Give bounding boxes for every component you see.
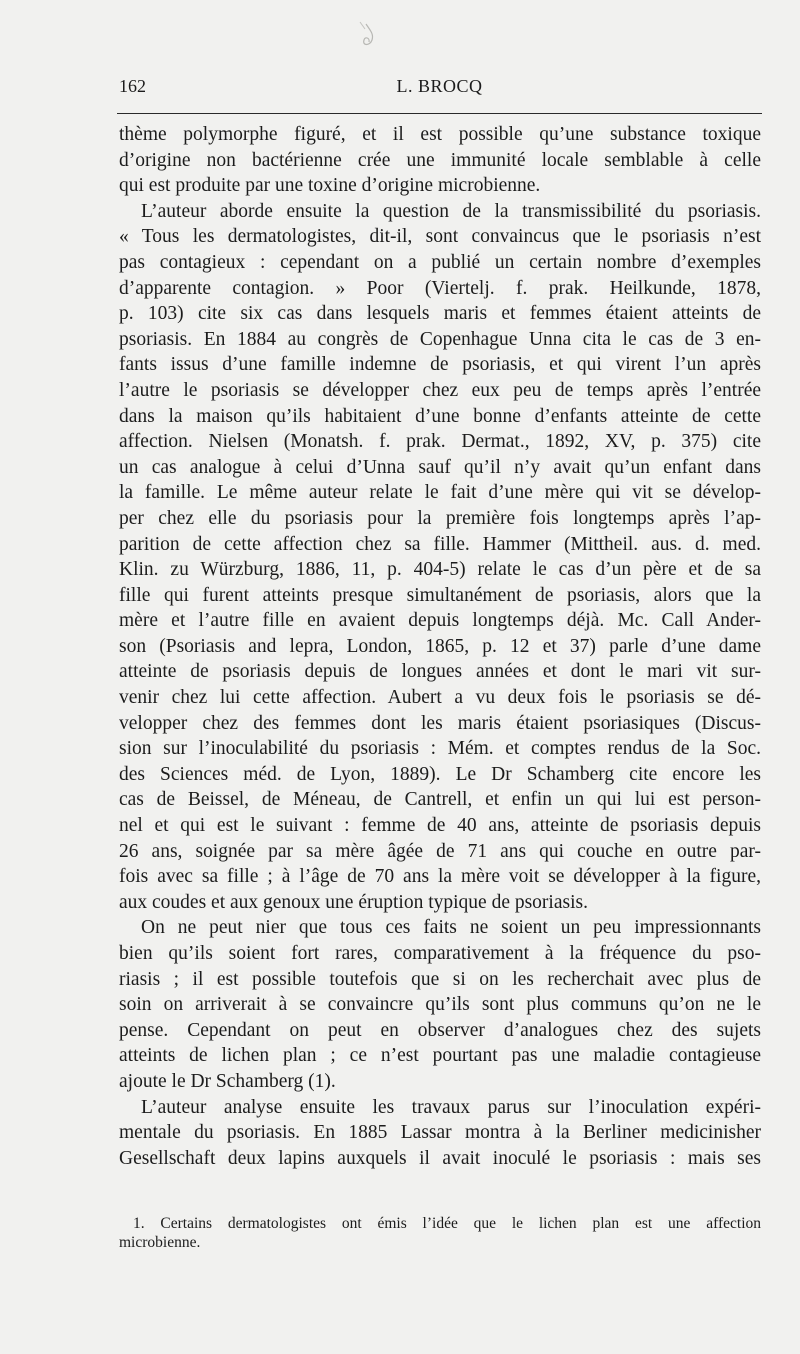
text-line: atteinte de psoriasis depuis de longues années et dont le mari vit sur- bbox=[119, 661, 761, 683]
text-line: mère et l’autre fille en avaient depuis longtemps déjà. Mc. Call Ander- bbox=[119, 610, 761, 632]
text-line: mentale du psoriasis. En 1885 Lassar montra à la Berliner medicinisher bbox=[119, 1122, 761, 1144]
text-line: per chez elle du psoriasis pour la première fois longtemps après l’ap- bbox=[119, 507, 761, 529]
text-line: psoriasis. En 1884 au congrès de Copenhague Unna cita le cas de 3 en- bbox=[119, 328, 761, 350]
text-line: d’origine non bactérienne crée une immunité locale semblable à celle bbox=[119, 149, 761, 171]
text-line: atteints de lichen plan ; ce n’est pourtant pas une maladie contagieuse bbox=[119, 1045, 761, 1067]
text-line: cas de Beissel, de Méneau, de Cantrell, et enfin un qui lui est person- bbox=[119, 789, 761, 811]
text-line: d’apparente contagion. » Poor (Viertelj. f. prak. Heilkunde, 1878, bbox=[119, 277, 761, 299]
text-line: bien qu’ils soient fort rares, comparativement à la fréquence du pso- bbox=[119, 943, 761, 964]
page-header bbox=[117, 74, 762, 106]
text-line: sion sur l’inoculabilité du psoriasis : Mém. et comptes rendus de la Soc. bbox=[119, 738, 761, 760]
text-line: L’auteur analyse ensuite les travaux parus sur l’inoculation expéri- bbox=[141, 1096, 761, 1118]
text-line: Klin. zu Würzburg, 1886, 11, p. 404-5) relate le cas d’un père et de sa bbox=[119, 559, 761, 581]
body-text bbox=[119, 122, 761, 1171]
text-line: p. 103) cite six cas dans lesquels maris et femmes étaient atteints de bbox=[119, 303, 761, 325]
text-line: riasis ; il est possible toutefois que si on les recherchait avec plus de bbox=[119, 968, 761, 990]
text-line: affection. Nielsen (Monatsh. f. prak. Dermat., 1892, XV, p. 375) cite bbox=[119, 431, 761, 453]
printer-mark-icon bbox=[352, 20, 382, 52]
text-line: 26 ans, soignée par sa mère âgée de 71 ans qui couche en outre par- bbox=[119, 840, 761, 862]
text-line: qui est produite par une toxine d’origine microbienne. bbox=[119, 175, 541, 197]
text-line: dans la maison qu’ils habitaient d’une bonne d’enfants atteinte de cette bbox=[119, 405, 761, 427]
footnote bbox=[119, 1215, 761, 1252]
footnote-line: 1. Certains dermatologistes ont émis l’idée que le lichen plan est une affection bbox=[133, 1215, 761, 1232]
text-line: soin on arriverait à se convaincre qu’ils sont plus communs qu’on ne le bbox=[119, 994, 761, 1016]
page-number: 162 bbox=[119, 76, 146, 96]
header-rule bbox=[117, 113, 762, 114]
footnote-line: microbienne. bbox=[119, 1233, 201, 1251]
text-line: « Tous les dermatologistes, dit-il, sont convaincus que le psoriasis n’est bbox=[119, 226, 761, 248]
text-line: la famille. Le même auteur relate le fait d’une mère qui vit se dévelop- bbox=[119, 482, 761, 504]
text-line: thème polymorphe figuré, et il est possible qu’une substance toxique bbox=[119, 124, 761, 145]
text-line: fants issus d’une famille indemne de psoriasis, et qui virent l’un après bbox=[119, 354, 761, 376]
text-line: aux coudes et aux genoux une éruption typique de psoriasis. bbox=[119, 891, 588, 913]
text-line: Gesellschaft deux lapins auxquels il avait inoculé le psoriasis : mais ses bbox=[119, 1147, 761, 1169]
running-head: L. BROCQ bbox=[396, 76, 483, 96]
text-line: On ne peut nier que tous ces faits ne soient un peu impressionnants bbox=[141, 917, 761, 939]
text-line: pas contagieux : cependant on a publié un certain nombre d’exemples bbox=[119, 251, 761, 273]
text-line: l’autre le psoriasis se développer chez eux peu de temps après l’entrée bbox=[119, 379, 761, 401]
text-line: velopper chez des femmes dont les maris étaient psoriasiques (Discus- bbox=[119, 712, 761, 734]
text-line: fille qui furent atteints presque simultanément de psoriasis, alors que la bbox=[119, 584, 761, 606]
text-line: venir chez lui cette affection. Aubert a vu deux fois le psoriasis se dé- bbox=[119, 687, 761, 709]
text-line: son (Psoriasis and lepra, London, 1865, p. 12 et 37) parle d’une dame bbox=[119, 635, 761, 657]
text-line: des Sciences méd. de Lyon, 1889). Le Dr Schamberg cite encore les bbox=[119, 763, 761, 785]
text-line: L’auteur aborde ensuite la question de la transmissibilité du psoriasis. bbox=[141, 200, 761, 222]
text-line: ajoute le Dr Schamberg (1). bbox=[119, 1070, 336, 1092]
text-line: pense. Cependant on peut en observer d’analogues chez des sujets bbox=[119, 1019, 761, 1041]
text-line: nel et qui est le suivant : femme de 40 ans, atteinte de psoriasis depuis bbox=[119, 815, 761, 837]
text-line: parition de cette affection chez sa fille. Hammer (Mittheil. aus. d. med. bbox=[119, 533, 761, 555]
text-line: un cas analogue à celui d’Unna sauf qu’il n’y avait qu’un enfant dans bbox=[119, 456, 761, 478]
text-line: fois avec sa fille ; à l’âge de 70 ans la mère voit se développer à la figure, bbox=[119, 866, 761, 888]
